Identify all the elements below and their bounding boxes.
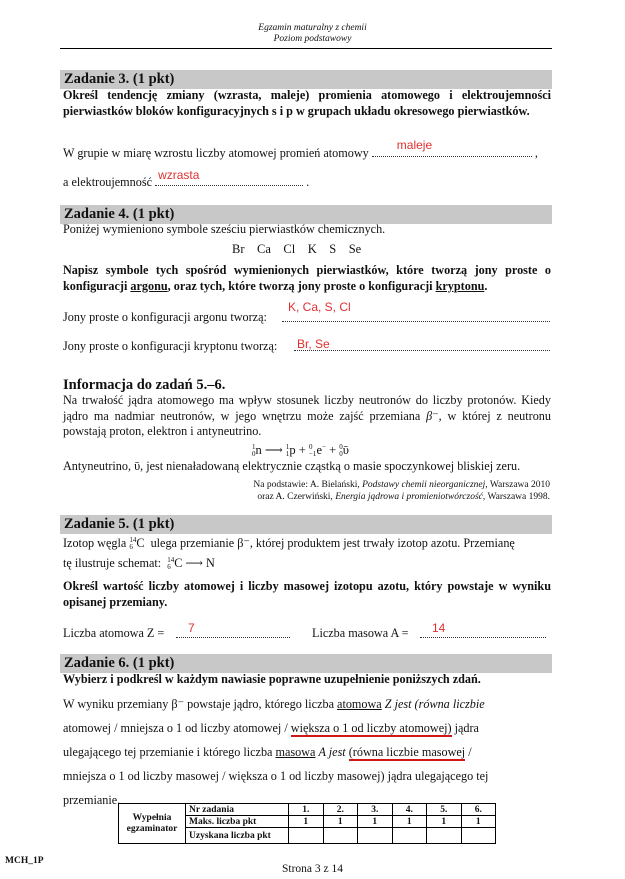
task6-title: Zadanie 6. (1 pkt)	[64, 655, 175, 671]
task4-intro: Poniżej wymieniono symbole sześciu pierwiastków chemicznych.	[63, 222, 386, 236]
obtained-points-cell[interactable]	[323, 828, 358, 844]
task3-answer1-field[interactable]	[372, 138, 532, 157]
symbol: Cl	[283, 242, 296, 256]
row-obtained-points-label: Uzyskana liczba pkt	[186, 828, 289, 844]
task4-instruction: Napisz symbole tych spośród wymienionych pierwiastków, które tworzą jony proste o konfiguracji argonu, oraz tych, które tworzą jony proste o konfiguracji kryptonu.	[63, 263, 551, 293]
task5-z-field[interactable]	[176, 621, 290, 638]
task4-krypton-label: Jony proste o konfiguracji kryptonu tworzą:	[63, 339, 278, 353]
row-task-number-label: Nr zadania	[186, 804, 289, 816]
symbol: Br	[232, 242, 245, 256]
selected-option-atomic[interactable]: większa o 1 od liczby atomowej)	[290, 721, 452, 735]
task-number: 4.	[392, 804, 427, 816]
score-side-label: Wypełnia egzaminator	[119, 804, 186, 844]
task-number: 1.	[289, 804, 324, 816]
max-points: 1	[289, 816, 324, 828]
task5-text-line1: Izotop węgla 14 6 C ulega przemianie β⁻, której produktem jest trwały izotop azotu. Przemianę	[63, 536, 515, 552]
max-points: 1	[358, 816, 393, 828]
exam-title: Egzamin maturalny z chemii	[258, 23, 367, 33]
score-table	[118, 803, 496, 844]
task3-line1: W grupie w miarę wzrostu liczby atomowej promień atomowy maleje ,	[63, 138, 538, 160]
task3-line2: a elektroujemność wzrasta .	[63, 168, 310, 189]
info-paragraph: Na trwałość jądra atomowego ma wpływ stosunek liczby neutronów do liczby protonów. Kiedy jądro ma nadmiar neutronów, w jego wnętrzu może zajść przemiana β⁻, w której z neutronu powstają proton, elektron i antyneutrino.	[63, 393, 551, 438]
obtained-points-cell[interactable]	[427, 828, 462, 844]
task6-instruction: Wybierz i podkreśl w każdym nawiasie poprawne uzupełnienie poniższych zdań.	[63, 672, 481, 686]
task-number: 5.	[427, 804, 462, 816]
row-max-points-label: Maks. liczba pkt	[186, 816, 289, 828]
source-note: Na podstawie: A. Bielański, Podstawy chemii nieorganicznej, Warszawa 2010 oraz A. Czerwiński, Energia jądrowa i promieniotwórczość, Warszawa 1998.	[253, 480, 550, 502]
obtained-points-cell[interactable]	[392, 828, 427, 844]
symbol: S	[329, 242, 337, 256]
task4-argon-label: Jony proste o konfiguracji argonu tworzą:	[63, 310, 267, 324]
page-number: Strona 3 z 14	[281, 863, 343, 875]
task5-text-line2: tę ilustruje schemat: 14 6 C ⟶ N	[63, 556, 215, 572]
task5-a-label: Liczba masowa A =	[312, 626, 409, 640]
task-number: 3.	[358, 804, 393, 816]
task5-title: Zadanie 5. (1 pkt)	[64, 516, 175, 532]
antineutrino-note: Antyneutrino, ῡ, jest nienaładowaną elektrycznie cząstką o masie spoczynkowej bliskiej zeru.	[63, 459, 521, 473]
element-symbols	[232, 242, 361, 257]
task3-header	[60, 70, 552, 89]
task3-instruction: Określ tendencję zmiany (wzrasta, maleje) promienia atomowego i elektroujemności pierwiastków bloków konfiguracyjnych s i p w grupach układu okresowego pierwiastków.	[63, 88, 551, 118]
task-number: 6.	[461, 804, 496, 816]
task3-answer2: wzrasta	[158, 168, 200, 182]
task3-answer1: maleje	[396, 138, 433, 152]
decay-equation: 1 0n ⟶ 1 1p + 0 −1e− + 0 0ῡ	[252, 442, 349, 459]
exam-level: Poziom podstawowy	[273, 34, 352, 44]
header-rule	[60, 48, 552, 49]
task5-a-field[interactable]	[420, 621, 546, 638]
task-number: 2.	[323, 804, 358, 816]
task6-text: W wyniku przemiany β⁻ powstaje jądro, którego liczba atomowa Z jest (równa liczbie atomowej / mniejsza o 1 od liczby atomowej / większa o 1 od liczby atomowej) jądra ulegającego tej przemianie i którego liczba masowa A jest (równa liczbie masowej / mniejsza o 1 od liczby masowej / większa o 1 od liczby masowej) jądra ulegającego tej przemianie.	[63, 697, 489, 807]
task4-krypton-field[interactable]	[294, 338, 550, 351]
task5-z-label: Liczba atomowa Z =	[63, 626, 165, 640]
task5-header	[60, 515, 552, 534]
symbol: Ca	[257, 242, 271, 256]
task5-instruction: Określ wartość liczby atomowej i liczby masowej izotopu azotu, który powstaje w wyniku opisanej przemiany.	[63, 579, 551, 609]
max-points: 1	[323, 816, 358, 828]
task3-line1-label: W grupie w miarę wzrostu liczby atomowej promień atomowy	[63, 146, 369, 160]
task6-header	[60, 654, 552, 673]
task3-line2-label: a elektroujemność	[63, 175, 153, 189]
obtained-points-cell[interactable]	[461, 828, 496, 844]
symbol: K	[307, 242, 317, 256]
task3-title: Zadanie 3. (1 pkt)	[64, 71, 175, 87]
max-points: 1	[427, 816, 462, 828]
argon-term: argonu	[130, 278, 168, 293]
max-points: 1	[392, 816, 427, 828]
selected-option-mass[interactable]: (równa liczbie masowej	[348, 745, 466, 759]
exam-code: MCH_1P	[5, 856, 44, 866]
obtained-points-cell[interactable]	[289, 828, 324, 844]
symbol: Se	[348, 242, 362, 256]
task4-argon-answer: K, Ca, S, Cl	[288, 300, 351, 314]
info-title: Informacja do zadań 5.–6.	[63, 377, 226, 393]
task5-z-answer: 7	[188, 621, 195, 635]
max-points: 1	[461, 816, 496, 828]
task4-title: Zadanie 4. (1 pkt)	[64, 206, 175, 222]
krypton-term: kryptonu	[435, 278, 485, 293]
obtained-points-cell[interactable]	[358, 828, 393, 844]
task4-krypton-answer: Br, Se	[297, 337, 330, 351]
task4-argon-field[interactable]	[282, 300, 550, 322]
task5-a-answer: 14	[432, 621, 446, 635]
